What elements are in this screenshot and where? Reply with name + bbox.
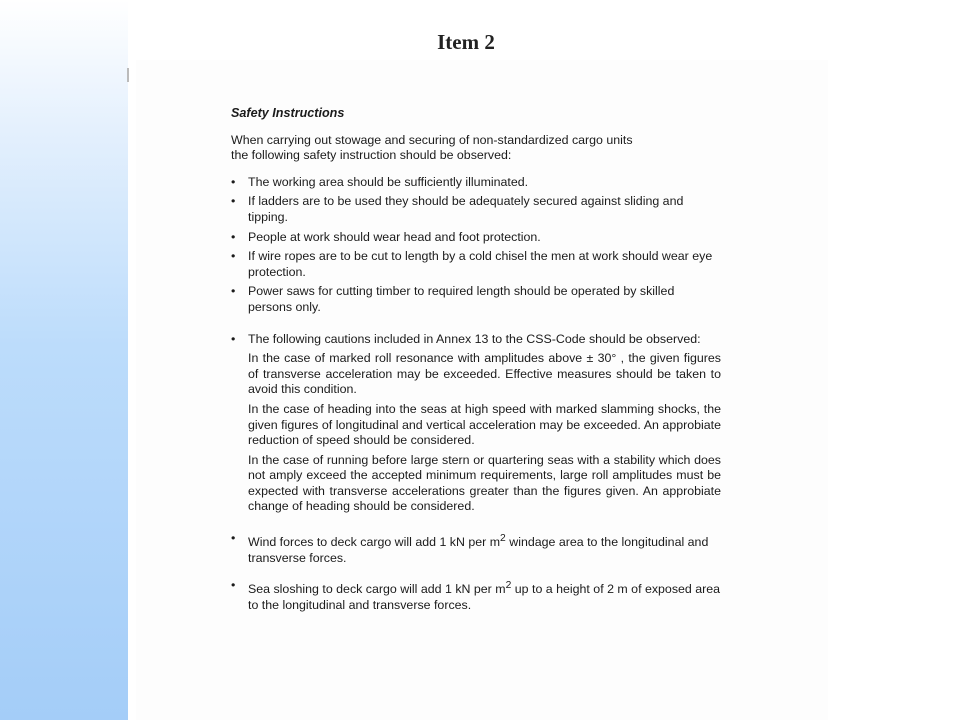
list-item-text: Power saws for cutting timber to required length should be operated by skilled persons only. [248,284,675,314]
wind-force-item [231,531,721,566]
bullet-icon: • [231,531,236,546]
intro-text [231,133,721,164]
bullet-icon: • [231,578,236,593]
wind-text-end: windage area to the longitudinal and transverse forces. [248,535,709,565]
list-item-text: If ladders are to be used they should be adequately secured against sliding and tipping. [248,194,684,224]
sea-text-start: Sea sloshing to deck cargo will add 1 kN per m [248,582,506,597]
wind-text-start: Wind forces to deck cargo will add 1 kN per m [248,535,501,550]
bullet-icon: • [231,194,236,209]
list-item-text: If wire ropes are to be cut to length by a cold chisel the men at work should wear eye protection. [248,249,713,279]
list-item [231,230,721,246]
sea-sloshing-item [231,578,721,613]
safety-bullet-list [231,175,721,614]
document-heading: Safety Instructions [231,106,345,120]
bullet-icon: • [231,249,236,264]
document-body [231,106,721,618]
sea-superscript: 2 [505,580,512,592]
slide-title: Item 2 [437,30,495,54]
intro-line-1: When carrying out stowage and securing of non-standardized cargo units [231,132,633,147]
sea-text-end: up to a height of 2 m of exposed area to the longitudinal and transverse forces. [248,582,721,613]
cautions-lead: The following cautions included in Annex 13 to the CSS-Code should be observed: [248,331,701,346]
list-item [231,175,721,191]
list-item-text: The working area should be sufficiently illuminated. [248,174,529,189]
list-item [231,284,721,315]
wind-superscript: 2 [500,533,506,545]
bullet-icon: • [231,174,236,189]
bullet-icon: • [231,229,236,244]
list-item [231,249,721,280]
caution-paragraph-roll: In the case of marked roll resonance with amplitudes above ± 30° , the given figures of transverse acceleration may be exceeded. Effective measures should be taken to avoid this condition. [248,351,721,397]
bullet-icon: • [231,284,236,299]
side-gradient-bar [0,0,128,720]
bullet-icon: • [231,331,236,346]
caution-paragraph-slamming: In the case of heading into the seas at high speed with marked slamming shocks, the given figures of longitudinal and vertical acceleration may be exceeded. An approbiate reduction of speed should be considered. [248,401,721,448]
scan-edge-mark [127,68,129,82]
cautions-item [231,332,721,516]
list-item-text: People at work should wear head and foot protection. [248,229,541,244]
caution-paragraph-quartering: In the case of running before large stern or quartering seas with a stability which does not amply exceed the accepted minimum requirements, large roll amplitudes must be expected with transverse accelerations greater than the figures given. An approbiate change of heading should be considered. [248,452,721,514]
intro-line-2: the following safety instruction should be observed: [231,148,512,163]
list-item [231,194,721,225]
